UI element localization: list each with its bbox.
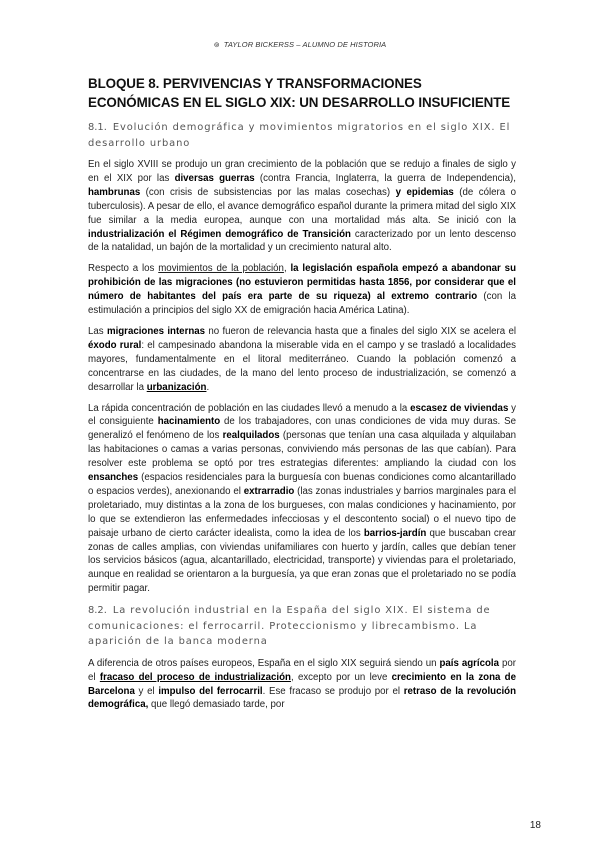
paragraph-urban-growth (88, 402, 516, 597)
circled-bullet-icon: ⊚ (213, 42, 220, 49)
document-body (88, 74, 516, 719)
paragraph-demography (88, 158, 516, 255)
bold-text: realquilados (222, 430, 280, 442)
text: (personas que tenían una casa alquilada y alquilaban las habitaciones o camas a varias personas, conviviendo más personas de las que cabían). Para resolver este problema se optó por tres estrategias diferentes: ampliando la ciudad con los (88, 430, 516, 470)
bold-text: la legislación española empezó a abandonar su prohibición de las migraciones (no estuvieron permitidas hasta 1856, por considerar que el número de habitantes del país era parte de su riqueza) al extremo contrario (88, 263, 516, 303)
text: . (206, 381, 210, 393)
text: (de cólera o tuberculosis). A pesar de ello, el avance demográfico español durante la primera mitad del siglo XIX fue similar a la media europea, aunque con una mortalidad más alta. Se inició con la (88, 186, 516, 226)
bold-text: industrialización el Régimen demográfico de Transición (88, 228, 351, 240)
section-number: 8.2. (88, 605, 107, 617)
text: Respecto a los (88, 263, 159, 275)
section-title: Evolución demográfica y movimientos migratorios en el siglo XIX. El desarrollo urbano (88, 122, 511, 149)
bold-text: hambrunas (88, 186, 141, 198)
bold-text: impulso del ferrocarril (158, 685, 263, 697)
paragraph-industrialization (88, 657, 516, 713)
bold-text: retraso de la revolución demográfica, (88, 685, 516, 711)
text: La rápida concentración de población en las ciudades llevó a menudo a la (88, 402, 411, 414)
bold-text: escasez de viviendas (410, 402, 509, 414)
bold-text: extrarradio (243, 485, 295, 497)
bold-underlined-text: urbanización (146, 381, 207, 393)
bold-text: crecimiento en la zona de Barcelona (88, 671, 516, 697)
text: (con la estimulación a principios del siglo XX de emigración hacia América Latina). (88, 291, 516, 317)
header-text: TAYLOR BICKERSS – ALUMNO DE HISTORIA (223, 40, 387, 49)
text: A diferencia de otros países europeos, España en el siglo XIX seguirá siendo un (88, 657, 440, 669)
bold-text: éxodo rural (88, 339, 142, 351)
paragraph-migration-legislation (88, 262, 516, 318)
text: (espacios residenciales para la burguesía con buenas condiciones como alcantarillado o espacios verdes), anexionando el (88, 472, 516, 497)
bold-text: diversas guerras (174, 172, 255, 184)
bold-text: país agrícola (439, 657, 500, 669)
section-heading-8-1 (88, 120, 516, 151)
text: y el consiguiente (88, 402, 516, 428)
text: Las (88, 325, 107, 337)
bold-text: ensanches (88, 472, 139, 484)
text: (las zonas industriales y barrios marginales para el proletariado, muy distintas a la zona de los burgueses, con malas condiciones y hacinamiento, por lo que se extendieron las enfermedades infecciosas y el descontento social) o el nuevo tipo de paisaje urbano de cierto carácter idealista, como la idea de los (88, 485, 516, 539)
page-title: BLOQUE 8. PERVIVENCIAS Y TRANSFORMACIONES ECONÓMICAS EN EL SIGLO XIX: UN DESARROLLO INSUFICIENTE (88, 76, 511, 110)
bold-text: y epidemias (395, 186, 454, 198)
bold-text: barrios-jardín (363, 527, 427, 539)
section-title: La revolución industrial en la España del siglo XIX. El sistema de comunicaciones: el ferrocarril. Proteccionismo y librecambismo. La aparición de la banca moderna (88, 605, 491, 648)
bold-text: migraciones internas (106, 325, 206, 337)
text: : el campesinado abandona la miserable vida en el campo y se trasladó a localidades mayores, fundamentalmente en el litoral mediterráneo. Cuando la población comenzó a concentrarse en las ciudades, de la mano del lento proceso de industrialización, se comenzó a desarrollar la (88, 339, 516, 393)
bold-text: hacinamiento (157, 416, 221, 428)
page-header (0, 40, 600, 49)
text: (con crisis de subsistencias por las malas cosechas) (140, 186, 396, 198)
text: no fueron de relevancia hasta que a finales del siglo XIX se acelera el (205, 325, 517, 337)
text: que llegó demasiado tarde, por (148, 699, 285, 711)
page-number: 18 (529, 820, 541, 831)
bold-underlined-text: fracaso del proceso de industrialización (99, 671, 291, 683)
text: . Ese fracaso se produjo por el (262, 685, 404, 697)
text: caracterizado por un lento descenso de la natalidad, un bajón de la mortalidad y un crecimiento natural alto. (88, 228, 516, 254)
text: y el (134, 685, 159, 697)
text: de los trabajadores, con unas condiciones de vida muy duras. Se generalizó el fenómeno de los (88, 416, 516, 442)
paragraph-internal-migration (88, 325, 516, 395)
text: , (283, 263, 291, 275)
text: por el (88, 657, 517, 683)
text: (contra Francia, Inglaterra, la guerra de Independencia), (254, 172, 516, 184)
section-number: 8.1. (88, 122, 107, 133)
text: , excepto por un leve (290, 671, 392, 683)
underlined-text: movimientos de la población (158, 263, 284, 275)
text: que buscaban crear zonas de calles amplias, con viviendas unifamiliares con huerto y jardín, calles que debían tener los servicios básicos (agua, alcantarillado, electricidad, transporte) y viviendas para el proletariado, aunque en realidad se orientaron a la burguesía, ya que eran zonas que el proletariado no se podía permitir pagar. (88, 527, 516, 595)
text: En el siglo XVIII se produjo un gran crecimiento de la población que se redujo a finales de siglo y en el XIX por las (88, 159, 516, 184)
section-heading-8-2 (88, 603, 516, 650)
